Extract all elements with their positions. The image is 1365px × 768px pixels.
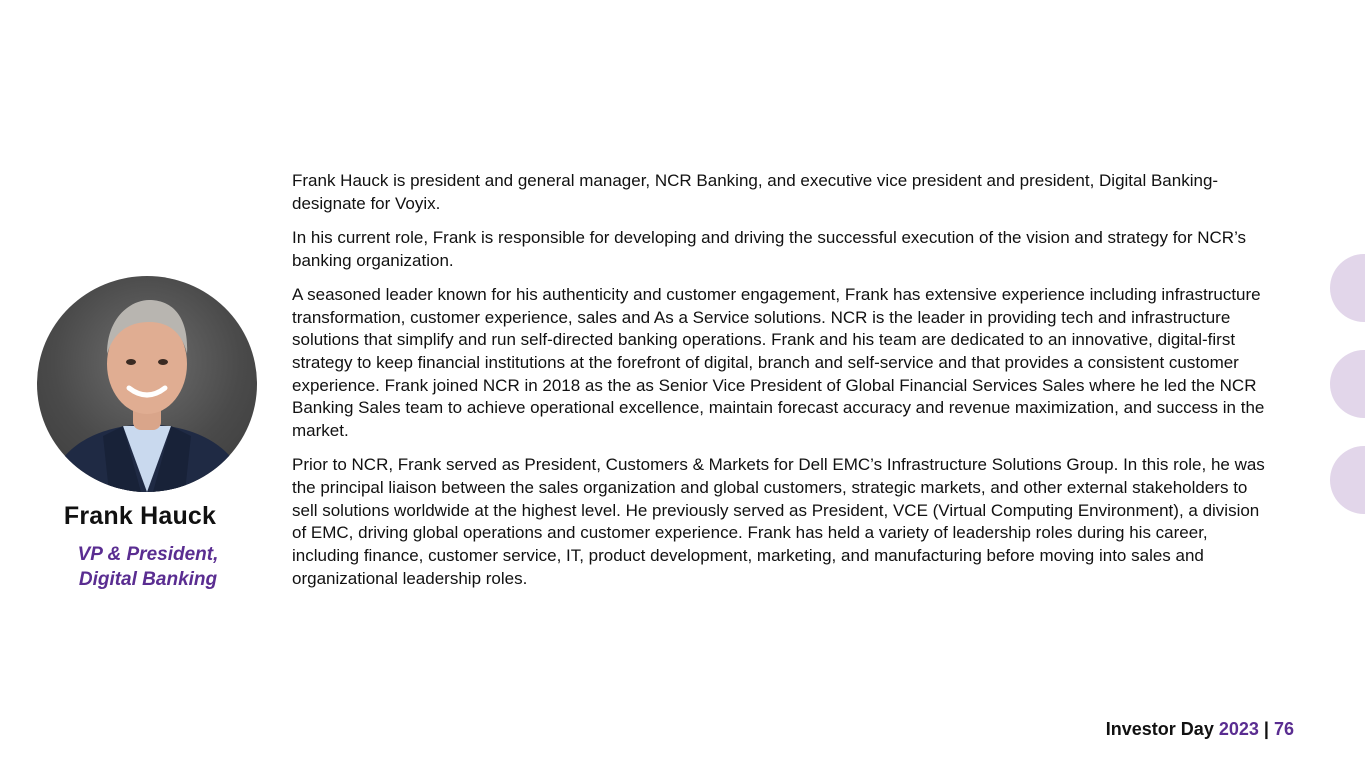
bio-paragraph: A seasoned leader known for his authenticity and customer engagement, Frank has extensive experience including infrastructure transformation, customer experience, sales and As a Service solutions. NCR is the leader in providing tech and infrastructure solutions that simplify and run self-directed banking operations. Frank and his team are dedicated to an innovative, digital-first strategy to keep financial institutions at the forefront of digital, branch and self-service and that provides a consistent customer experience. Frank joined NCR in 2018 as the as Senior Vice President of Global Financial Services Sales where he led the NCR Banking Sales team to achieve operational excellence, maintain forecast accuracy and revenue maximization, and success in the market.	[292, 284, 1265, 441]
person-title-line-2: Digital Banking	[78, 569, 218, 590]
biography	[292, 170, 1277, 602]
person-title-line-1: VP & President,	[77, 544, 219, 565]
person-name: Frank Hauck	[63, 502, 217, 530]
person-title	[30, 542, 266, 592]
bio-paragraph: In his current role, Frank is responsible for developing and driving the successful execution of the vision and strategy for NCR’s banking organization.	[292, 227, 1247, 270]
footer-year: 2023	[1218, 719, 1259, 739]
footer-separator: |	[1263, 719, 1269, 739]
decorative-pill	[1330, 254, 1365, 322]
bio-paragraph: Frank Hauck is president and general manager, NCR Banking, and executive vice president and president, Digital Banking-designate for Voyix.	[292, 171, 1219, 213]
profile-photo	[37, 276, 257, 492]
slide-footer	[1106, 719, 1294, 740]
decorative-pill	[1330, 446, 1365, 514]
decorative-pill	[1330, 350, 1365, 418]
bio-paragraph: Prior to NCR, Frank served as President, Customers & Markets for Dell EMC’s Infrastructure Solutions Group. In this role, he was the principal liaison between the sales organization and global customers, strategic markets, and other external stakeholders to sell solutions worldwide at the highest level. He previously served as President, VCE (Virtual Computing Environment), a division of EMC, driving global operations and customer experience. Frank has held a variety of leadership roles during his career, including finance, customer service, IT, product development, marketing, and manufacturing before moving into sales and organizational leadership roles.	[292, 455, 1265, 588]
footer-event: Investor Day	[1105, 719, 1214, 739]
page-number: 76	[1273, 719, 1294, 739]
